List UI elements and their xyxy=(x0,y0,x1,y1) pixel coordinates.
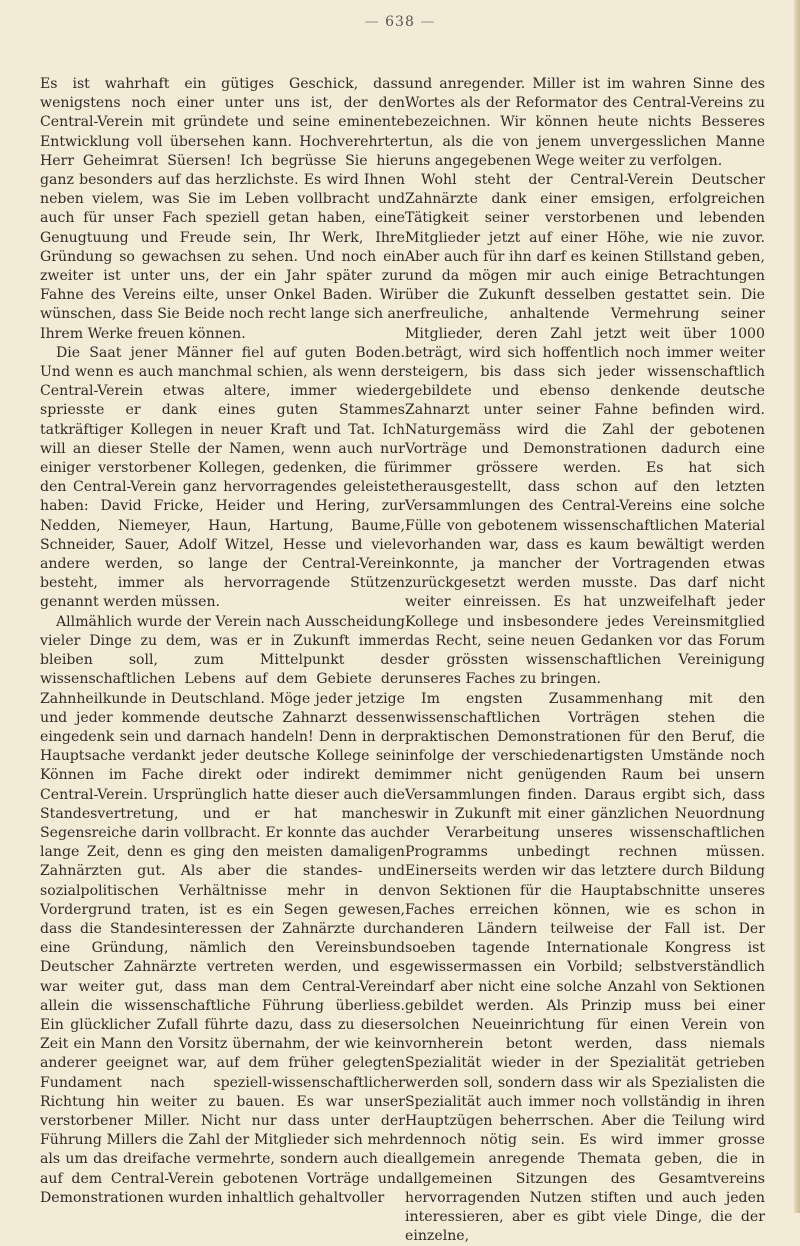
page-number-value: 638 xyxy=(385,14,415,30)
right-column xyxy=(405,75,765,1246)
page-number: — 638 — xyxy=(0,14,800,30)
left-column xyxy=(40,75,405,1208)
paragraph: Wohl steht der Central-Verein Deutscher Zahnärzte dank einer emsigen, erfolgreichen Tätigkeit seiner verstorbenen und lebenden Mitglieder jetzt auf einer Höhe, wie nie zuvor. Aber auch für ihn darf es keinen Stillstand geben, und da mögen mir auch einige Betrachtungen über die Zukunft desselben gestattet sein. Die erfreuliche, anhaltende Vermehrung seiner Mitglieder, deren Zahl jetzt weit über 1000 beträgt, wird sich hoffentlich noch immer weiter steigern, bis dass sich jeder wissenschaftlich gebildete und ebenso denkende deutsche Zahnarzt unter seiner Fahne befinden wird. Naturgemäss wird die Zahl der gebotenen Vorträge und Demonstrationen dadurch eine immer grössere werden. Es hat sich herausgestellt, dass schon auf den letzten Versammlungen des Central-Vereins eine solche Fülle von gebotenem wissenschaftlichen Material vorhanden war, dass es kaum bewältigt werden konnte, ja mancher der Vortragenden etwas zurückgesetzt werden musste. Das darf nicht weiter einreissen. Es hat unzweifelhaft jeder Kollege und insbesondere jedes Vereinsmitglied das Recht, seine neuen Gedanken vor das Forum der grössten wissenschaftlichen Vereinigung unseres Faches zu bringen. xyxy=(405,171,765,689)
paragraph: Die Saat jener Männer fiel auf guten Boden. Und wenn es auch manchmal schien, als wenn der Central-Verein etwas altere, immer wieder spriesste er dank eines guten Stammes tatkräftiger Kollegen in neuer Kraft und Tat. Ich will an dieser Stelle der Namen, wenn auch nur einiger verstorbener Kollegen, gedenken, die für den Central-Verein ganz hervorragendes geleistet haben: David Fricke, Heider und Hering, zur Nedden, Niemeyer, Haun, Hartung, Baume, Schneider, Sauer, Adolf Witzel, Hesse und viele andere werden, so lange der Central-Verein besteht, immer als hervorragende Stützen genannt werden müssen. xyxy=(40,344,405,613)
page-edge xyxy=(794,0,800,1213)
paragraph: Es ist wahrhaft ein gütiges Geschick, dass wenigstens noch einer unter uns ist, der den Central-Verein mit gründete und seine eminente Entwicklung voll übersehen kann. Hochverehrter Herr Geheimrat Süersen! Ich begrüsse Sie hier ganz besonders auf das herzlichste. Es wird Ihnen neben vielem, was Sie im Leben vollbracht und auch für unser Fach speziell getan haben, eine Genugtuung und Freude sein, Ihr Werk, Ihre Gründung so gewachsen zu sehen. Und noch ein zweiter ist unter uns, der ein Jahr später zur Fahne des Vereins eilte, unser Onkel Baden. Wir wünschen, dass Sie Beide noch recht lange sich an Ihrem Werke freuen können. xyxy=(40,75,405,344)
paragraph: Allmählich wurde der Verein nach Ausscheidung vieler Dinge zu dem, was er in Zukunft immer bleiben soll, zum Mittelpunkt des wissenschaftlichen Lebens auf dem Gebiete der Zahnheilkunde in Deutschland. Möge jeder jetzige und jeder kommende deutsche Zahnarzt dessen eingedenk sein und darnach handeln! Denn in der Hauptsache verdankt jeder deutsche Kollege sein Können im Fache direkt oder indirekt dem Central-Verein. Ursprünglich hatte dieser auch die Standesvertretung, und er hat manches Segensreiche darin vollbracht. Er konnte das auch lange Zeit, denn es ging den meisten damaligen Zahnärzten gut. Als aber die standes- und sozialpolitischen Verhältnisse mehr in den Vordergrund traten, ist es ein Segen gewesen, dass die Standesinteressen der Zahnärzte durch eine Gründung, nämlich den Vereinsbund Deutscher Zahnärzte vertreten werden, und es war weiter gut, dass man dem Central-Verein allein die wissenschaftliche Führung überliess. Ein glücklicher Zufall führte dazu, dass zu dieser Zeit ein Mann den Vorsitz übernahm, der wie kein anderer geeignet war, auf dem früher gelegten Fundament nach speziell-wissenschaftlicher Richtung hin weiter zu bauen. Es war unser verstorbener Miller. Nicht nur dass unter der Führung Millers die Zahl der Mitglieder sich mehr als um das dreifache vermehrte, sondern auch die auf dem Central-Verein gebotenen Vorträge und Demonstrationen wurden inhaltlich gehaltvoller xyxy=(40,613,405,1208)
paragraph: Im engsten Zusammenhang mit den wissenschaftlichen Vorträgen stehen die praktischen Demonstrationen für den Beruf, die infolge der verschiedenartigsten Umstände noch immer nicht genügenden Raum bei unsern Versammlungen finden. Daraus ergibt sich, dass wir in Zukunft mit einer gänzlichen Neuordnung der Verarbeitung unseres wissenschaftlichen Programms unbedingt rechnen müssen. Einerseits werden wir das letztere durch Bildung von Sektionen für die Hauptabschnitte unseres Faches erreichen können, wie es schon in anderen Ländern teilweise der Fall ist. Der soeben tagende Internationale Kongress ist gewissermassen ein Vorbild; selbstverständlich darf aber nicht eine solche Anzahl von Sektionen gebildet werden. Als Prinzip muss bei einer solchen Neueinrichtung für einen Verein von vornherein betont werden, dass niemals Spezialität wieder in der Spezialität getrieben werden soll, sondern dass wir als Spezialisten die Spezialität auch immer noch vollständig in ihren Hauptzügen beherrschen. Aber die Teilung wird dennoch nötig sein. Es wird immer grosse allgemein anregende Themata geben, die in allgemeinen Sitzungen des Gesamtvereins hervorragenden Nutzen stiften und auch jeden interessieren, aber es gibt viele Dinge, die der einzelne, xyxy=(405,690,765,1246)
paragraph: und anregender. Miller ist im wahren Sinne des Wortes als der Reformator des Central-Vereins zu bezeichnen. Wir können heute nichts Besseres tun, als die von jenem unvergesslichen Manne uns angegebenen Wege weiter zu verfolgen. xyxy=(405,75,765,171)
